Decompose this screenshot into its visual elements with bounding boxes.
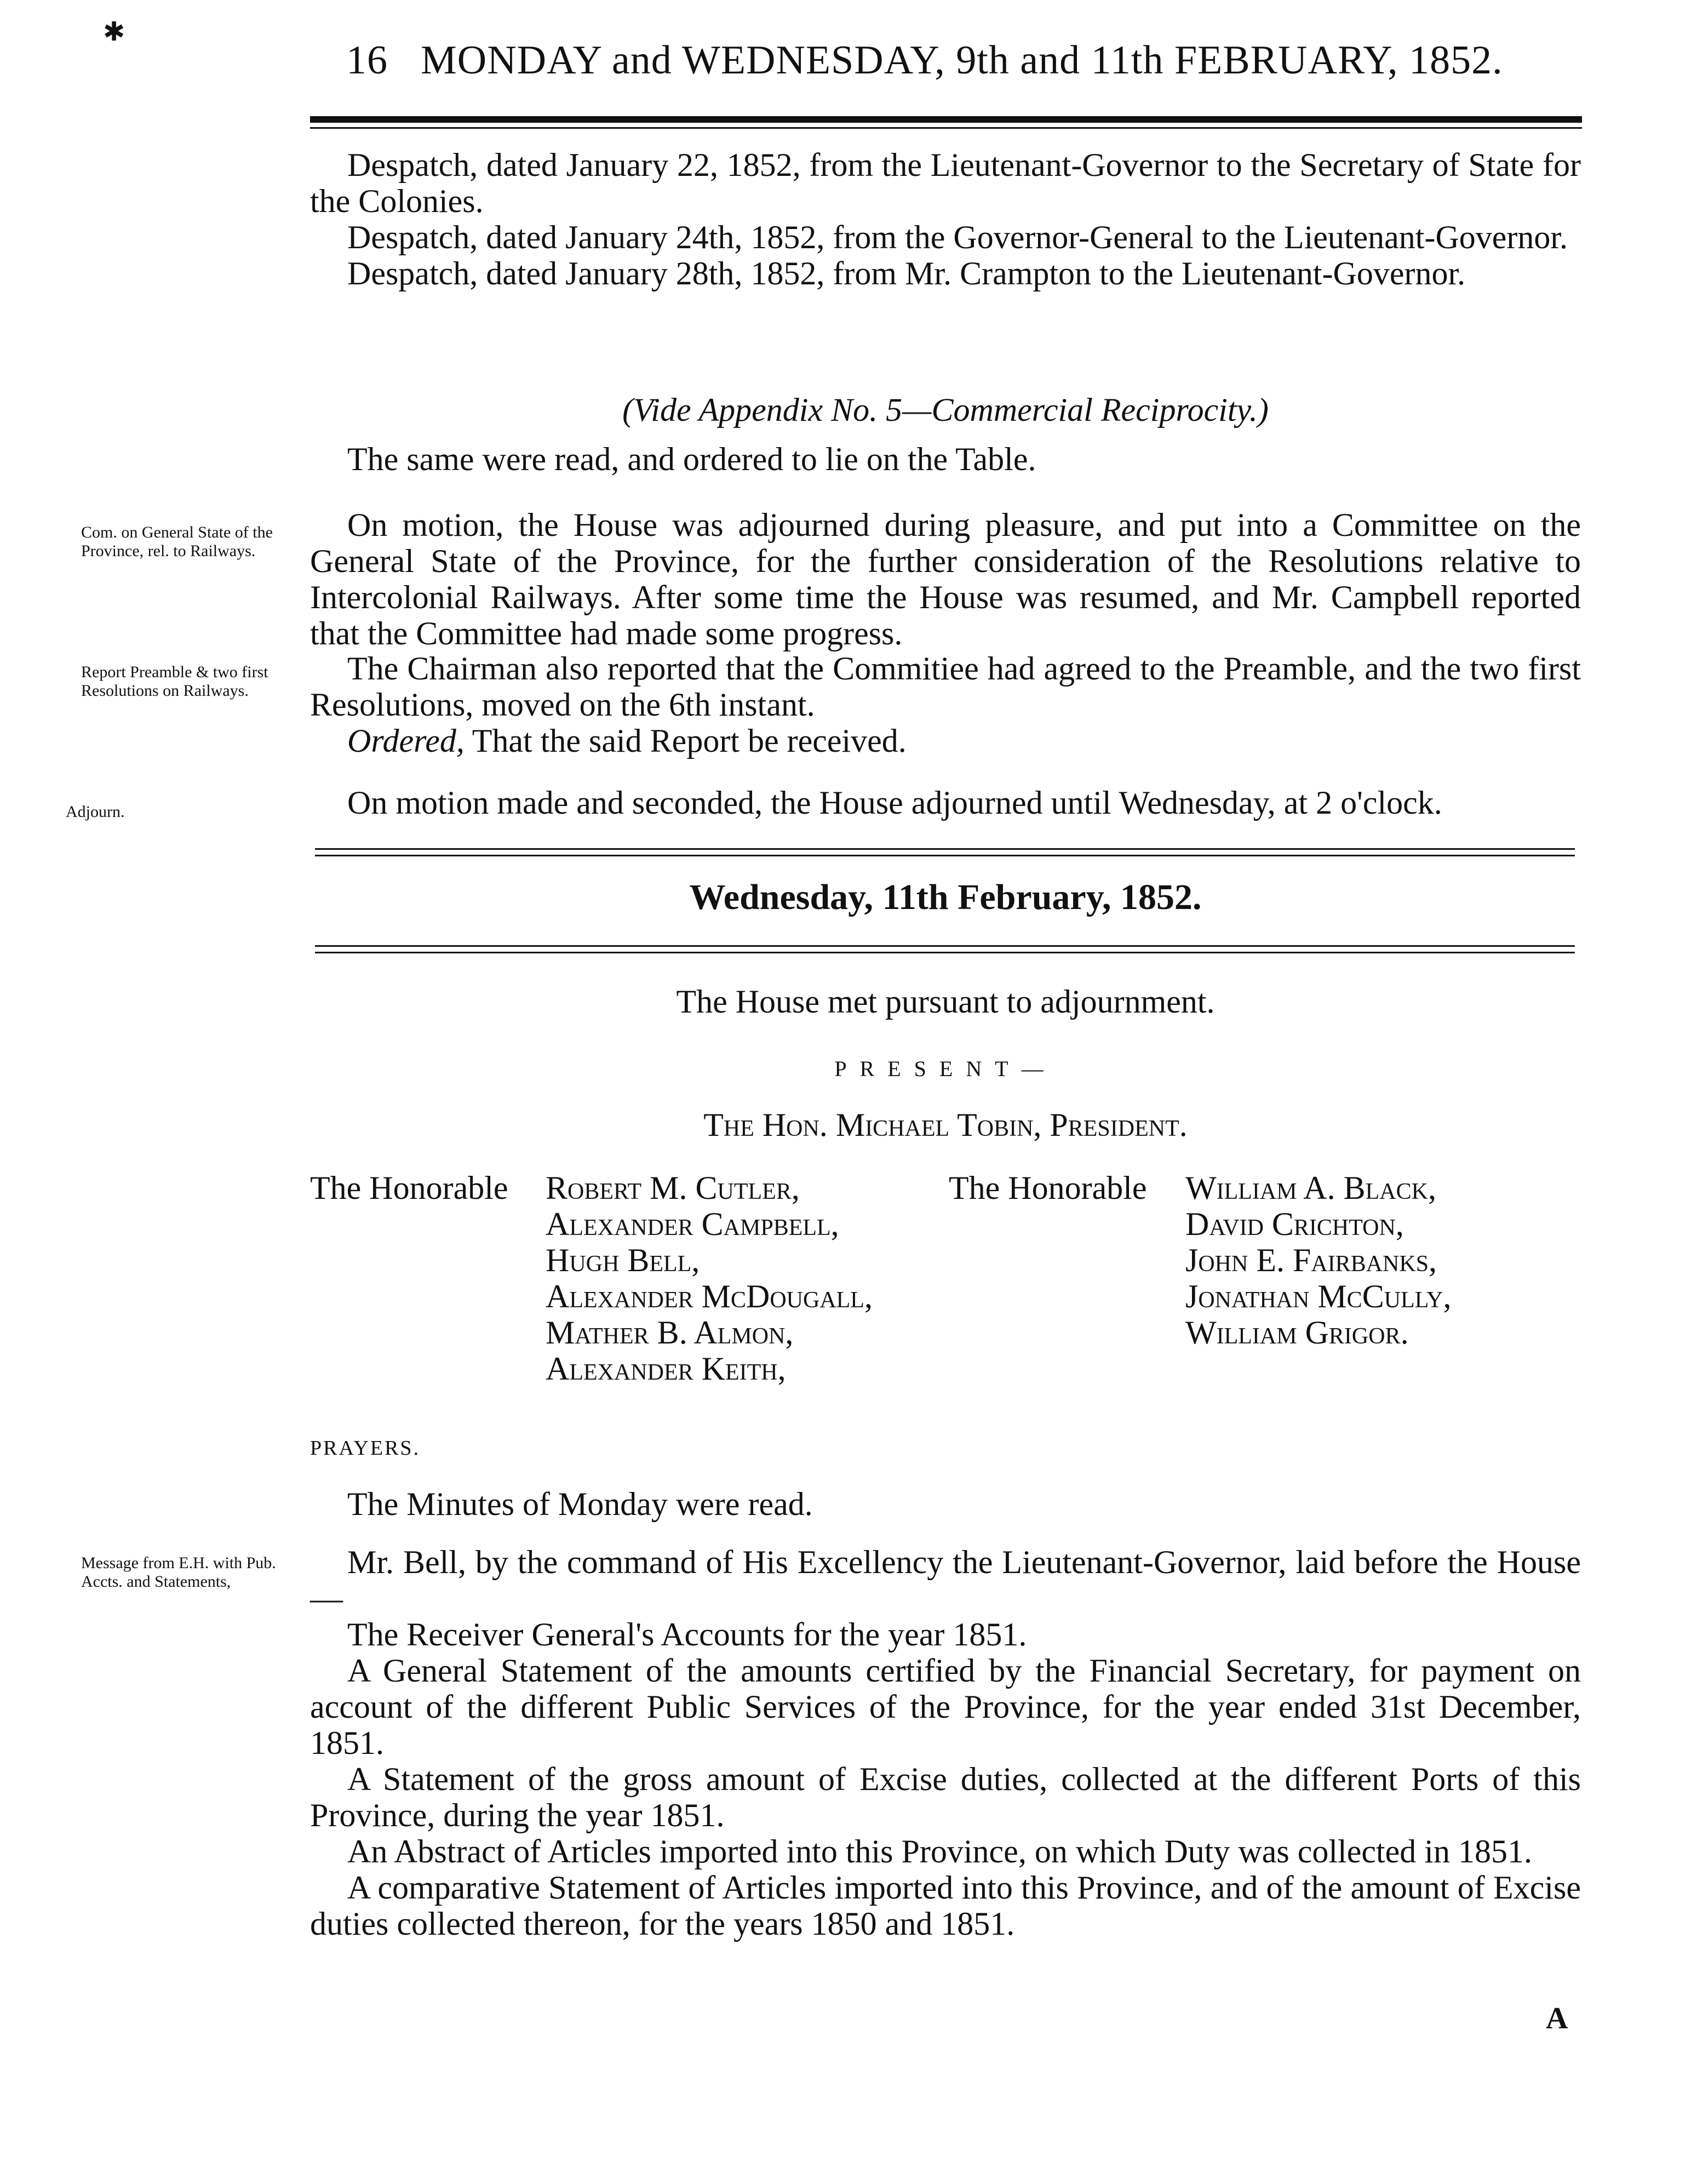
despatch-item: Despatch, dated January 28th, 1852, from Mr. Crampton to the Lieutenant-Governor. <box>347 255 1466 291</box>
member-name: David Crichton, <box>1185 1206 1404 1242</box>
members-left <box>546 1170 873 1387</box>
member-name: Hugh Bell, <box>546 1242 700 1278</box>
header-rule-thick <box>310 116 1582 123</box>
member-name: William Grigor. <box>1185 1314 1409 1351</box>
message-paragraph: Mr. Bell, by the command of His Excellency the Lieutenant-Governor, laid before the House— <box>310 1544 1581 1616</box>
minutes-read: The Minutes of Monday were read. <box>347 1486 813 1522</box>
members-right <box>1185 1170 1452 1351</box>
members-list <box>310 1170 1581 1400</box>
member-name: John E. Fairbanks, <box>1185 1242 1437 1278</box>
vide-appendix: (Vide Appendix No. 5—Commercial Reciprocity.) <box>622 392 1269 428</box>
ordered-line: Ordered, That the said Report be received. <box>347 723 907 759</box>
honorable-label-right: The Honorable <box>949 1170 1147 1206</box>
rule-top-2 <box>315 855 1575 856</box>
margin-note-adjourn: Adjourn. <box>66 803 125 821</box>
despatch-item: Despatch, dated January 22, 1852, from the Lieutenant-Governor to the Secretary of State for the Colonies. <box>310 147 1581 219</box>
member-name: Alexander McDougall, <box>546 1278 873 1314</box>
header-rule-thin <box>310 127 1582 129</box>
despatch-list <box>310 147 1581 291</box>
despatch-item: Despatch, dated January 24th, 1852, from the Governor-General to the Lieutenant-Governor. <box>347 219 1568 255</box>
member-name: Jonathan McCully, <box>1185 1278 1452 1314</box>
running-header <box>346 37 1503 84</box>
read-ordered: The same were read, and ordered to lie on the Table. <box>347 441 1036 477</box>
rule-top-1 <box>315 848 1575 850</box>
chairman-paragraph: The Chairman also reported that the Commitiee had agreed to the Preamble, and the two first Resolutions, moved on the 6th instant. Ordered, That the said Report be received. <box>310 650 1581 759</box>
member-name: William A. Black, <box>1185 1170 1436 1206</box>
document-item: An Abstract of Articles imported into this Province, on which Duty was collected in 1851. <box>347 1833 1532 1869</box>
member-name: Alexander Campbell, <box>546 1206 839 1242</box>
margin-note-message: Message from E.H. with Pub. Accts. and Statements, <box>81 1554 276 1591</box>
corner-mark: ✱ <box>103 18 125 47</box>
rule-bottom-2 <box>315 952 1575 953</box>
honorable-label-left: The Honorable <box>310 1170 508 1206</box>
day-heading: Wednesday, 11th February, 1852. <box>689 877 1202 917</box>
president-line: The Hon. Michael Tobin, President. <box>703 1107 1188 1143</box>
committee-paragraph: On motion, the House was adjourned during pleasure, and put into a Committee on the General State of the Province, for the further consideration of the Resolutions relative to Intercolonial Railways. After some time the House was resumed, and Mr. Campbell reported that the Committee had made some progress. <box>310 507 1581 651</box>
document-item: A Statement of the gross amount of Excise duties, collected at the different Ports of this Province, during the year 1851. <box>310 1761 1581 1833</box>
document-item: A comparative Statement of Articles imported into this Province, and of the amount of Excise duties collected thereon, for the years 1850 and 1851. <box>310 1869 1581 1942</box>
margin-note-report: Report Preamble & two first Resolutions on Railways. <box>81 663 268 700</box>
rule-bottom-1 <box>315 945 1575 947</box>
member-name: Robert M. Cutler, <box>546 1170 800 1206</box>
message-section <box>310 1544 1581 1942</box>
prayers-heading: PRAYERS. <box>310 1437 421 1460</box>
present-heading: PRESENT— <box>834 1056 1057 1081</box>
house-met: The House met pursuant to adjournment. <box>676 984 1215 1020</box>
adjourn-paragraph: On motion made and seconded, the House adjourned until Wednesday, at 2 o'clock. <box>347 785 1442 821</box>
document-item: A General Statement of the amounts certified by the Financial Secretary, for payment on account of the different Public Services of the Province, for the year ended 31st December, 1851. <box>310 1653 1581 1761</box>
page-number: 16 <box>346 38 388 83</box>
document-item: The Receiver General's Accounts for the year 1851. <box>347 1616 1027 1653</box>
member-name: Mather B. Almon, <box>546 1314 794 1351</box>
member-name: Alexander Keith, <box>546 1351 786 1387</box>
margin-note-committee: Com. on General State of the Province, rel. to Railways. <box>81 523 273 560</box>
header-title: MONDAY and WEDNESDAY, 9th and 11th FEBRUARY, 1852. <box>421 38 1503 83</box>
signature-mark: A <box>1546 2002 1568 2036</box>
